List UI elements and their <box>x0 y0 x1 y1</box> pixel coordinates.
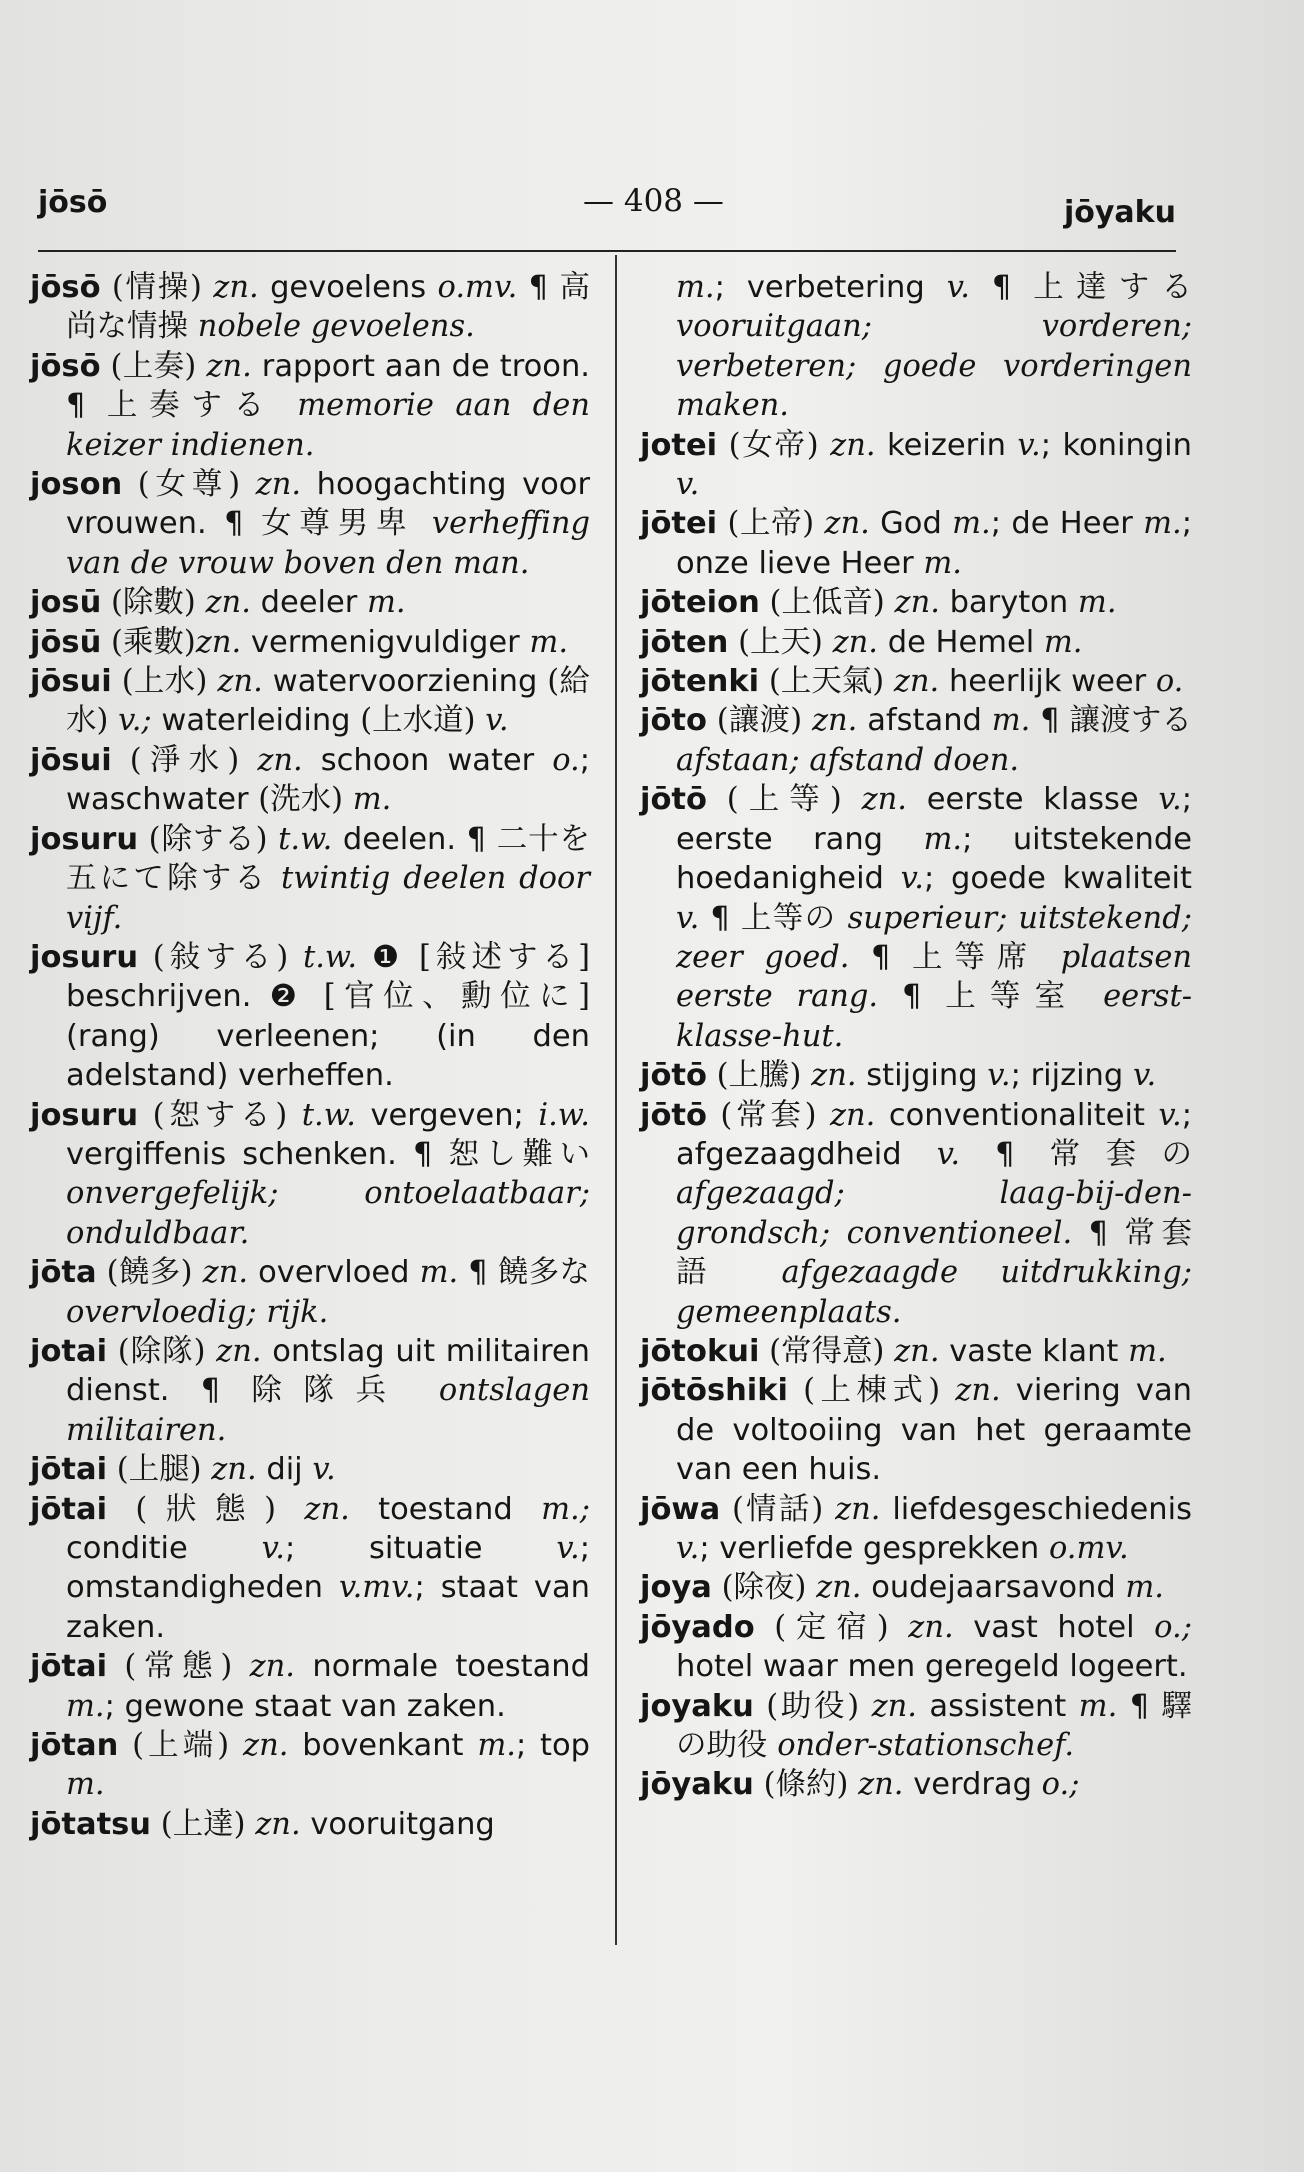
entry-grammar-label: zn. <box>206 348 252 384</box>
entry-headword: josuru <box>30 821 139 857</box>
entry-definition: normale toestand <box>295 1649 590 1685</box>
entry-headword: jōtatsu <box>30 1806 152 1842</box>
entry-grammar-label: v. <box>1158 782 1182 818</box>
entry-grammar-label: zn. <box>908 1609 954 1645</box>
entry-grammar-label: zn. <box>861 782 907 818</box>
entry-definition: oudejaarsavond <box>861 1570 1126 1606</box>
entry-kanji: (洗水) <box>258 782 353 818</box>
entry-headword: jōtōshiki <box>640 1373 789 1409</box>
entry-definition: ¶ <box>849 939 913 975</box>
entry-grammar-label: zn. <box>216 1333 262 1369</box>
entry-example: eerst-klasse-hut. <box>676 979 1193 1054</box>
entry-definition: ❶ <box>357 939 419 975</box>
entry-definition: deeler <box>250 585 367 621</box>
entry-grammar-label: v. <box>312 1452 336 1488</box>
entry-definition: afstand <box>857 703 992 739</box>
entry-grammar-label: m. <box>1077 585 1117 621</box>
entry-headword: jōta <box>30 1255 97 1291</box>
dictionary-entry <box>640 504 1192 583</box>
entry-definition: ; rijzing <box>1010 1058 1133 1094</box>
dictionary-entry <box>640 583 1192 622</box>
dictionary-entry <box>640 780 1192 1056</box>
entry-grammar-label: zn. <box>858 1767 904 1803</box>
entry-grammar-label: o.; <box>1041 1767 1080 1803</box>
entry-definition: ; waschwater <box>66 742 590 818</box>
entry-kanji: (除隊) <box>107 1333 217 1369</box>
entry-kanji: (除數) <box>101 585 206 621</box>
entry-kanji: (上腿) <box>107 1452 212 1488</box>
dictionary-entry <box>30 1096 590 1254</box>
entry-definition: dij <box>256 1452 313 1488</box>
entry-grammar-label: o.mv. <box>1048 1531 1129 1566</box>
entry-definition: beschrijven. ❷ <box>66 979 324 1015</box>
entry-grammar-label: v.mv. <box>338 1570 415 1606</box>
entry-kanji: 饒多な <box>497 1255 591 1291</box>
entry-kanji: (狀態) <box>107 1491 305 1527</box>
entry-headword: jotei <box>640 427 718 463</box>
entry-grammar-label: o. <box>1155 664 1184 700</box>
dictionary-entry <box>640 1056 1192 1095</box>
entry-definition: (rang) verleenen; (in den adelstand) verheffen. <box>66 1018 590 1094</box>
entry-definition: de Hemel <box>878 624 1044 660</box>
entry-example: afstaan; afstand doen. <box>676 742 1020 778</box>
entry-example: superieur; uitstekend; zeer goed. <box>676 900 1193 975</box>
entry-kanji: [官位、勳位に] <box>323 979 590 1015</box>
entry-kanji: (上水道) <box>360 703 486 739</box>
entry-grammar-label: v. <box>676 467 700 503</box>
entry-definition: ; de Heer <box>990 506 1144 542</box>
entry-definition: ¶ <box>699 900 741 936</box>
entry-definition: bovenkant <box>288 1728 478 1764</box>
entry-kanji: [敍述する] <box>418 939 590 975</box>
entry-grammar-label: m. <box>66 1688 105 1724</box>
entry-definition: liefdesgeschiedenis <box>880 1491 1192 1527</box>
entry-definition: God <box>869 506 953 542</box>
entry-headword: jōto <box>640 703 707 739</box>
entry-kanji: 上奏する <box>106 388 276 424</box>
entry-definition: ontslag uit militairen dienst. ¶ <box>66 1333 590 1409</box>
entry-grammar-label: m. <box>923 545 963 581</box>
entry-grammar-label: m. <box>66 1767 105 1803</box>
dictionary-entry <box>30 268 590 347</box>
entry-headword: jōsō <box>30 270 101 305</box>
entry-definition: hotel waar men geregeld logeert. <box>676 1649 1188 1685</box>
entry-kanji: (常態) <box>107 1649 250 1685</box>
entry-definition: vast hotel <box>953 1609 1155 1645</box>
entry-headword: jōtokui <box>640 1333 760 1369</box>
entry-definition: rapport aan de troon. ¶ <box>66 348 590 424</box>
entry-headword: jōtai <box>30 1491 108 1527</box>
entry-kanji: 除隊兵 <box>251 1373 408 1409</box>
entry-example: vooruitgaan; vorderen; verbeteren; goede vorderingen maken. <box>676 309 1192 424</box>
entry-kanji: 上等の <box>740 900 837 936</box>
entry-grammar-label: zn. <box>835 1491 881 1527</box>
entry-kanji: (情操) <box>100 270 214 305</box>
entry-grammar-label: o. <box>552 742 580 778</box>
entry-headword: jōtei <box>640 506 718 542</box>
entry-definition: ¶ <box>517 270 560 305</box>
entry-grammar-label: v. <box>556 1531 580 1566</box>
entry-grammar-label: zn. <box>811 1058 857 1094</box>
entry-definition: ¶ <box>458 1255 498 1291</box>
entry-grammar-label: m. <box>352 782 392 818</box>
entry-kanji: (條約) <box>753 1767 859 1803</box>
dictionary-entry <box>30 1726 590 1805</box>
entry-grammar-label: zn. <box>255 467 302 503</box>
dictionary-entry <box>30 820 590 938</box>
entry-definition: ; uitstekende hoedanigheid <box>676 821 1192 897</box>
entry-definition: vergiffenis schenken. ¶ <box>66 1136 449 1172</box>
entry-grammar-label: t.w. <box>302 939 358 975</box>
entry-headword: jōtō <box>640 782 707 818</box>
entry-grammar-label: zn. <box>195 624 242 660</box>
entry-definition: keizerin <box>875 427 1018 463</box>
entry-kanji: 讓渡する <box>1069 703 1192 739</box>
entry-kanji: 常套の <box>1049 1136 1193 1172</box>
entry-definition: schoon water <box>302 742 553 778</box>
entry-kanji: (情話) <box>720 1491 836 1527</box>
left-running-head: jōsō <box>38 185 108 220</box>
entry-grammar-label: zn. <box>816 1570 862 1606</box>
entry-definition: ¶ <box>1072 1215 1125 1251</box>
entry-definition: hoogachting voor vrouwen. ¶ <box>66 467 590 542</box>
entry-grammar-label: zn. <box>955 1373 1001 1409</box>
entry-grammar-label: m. <box>366 585 406 621</box>
entry-grammar-label: o.; <box>1154 1609 1192 1645</box>
entry-grammar-label: zn. <box>832 624 879 660</box>
entry-grammar-label: t.w. <box>301 1097 356 1133</box>
entry-continuation <box>640 268 1192 426</box>
entry-kanji: (上天) <box>728 624 833 660</box>
entry-kanji: (上等) <box>706 782 862 818</box>
entry-headword: josū <box>30 585 102 621</box>
entry-headword: joson <box>30 467 123 503</box>
entry-kanji: (助役) <box>753 1688 872 1724</box>
entry-definition: ; eerste rang <box>676 782 1192 857</box>
entry-grammar-label: zn. <box>255 1806 301 1842</box>
entry-kanji: (敍する) <box>138 939 303 975</box>
entry-grammar-label: m. <box>477 1728 516 1764</box>
entry-kanji: (除夜) <box>711 1570 817 1606</box>
entry-grammar-label: v. <box>936 1136 961 1172</box>
dictionary-entry <box>640 662 1192 701</box>
entry-grammar-label: v. <box>1132 1058 1157 1094</box>
entry-headword: jōyado <box>640 1609 755 1645</box>
entry-kanji: (上水) <box>111 664 218 700</box>
dictionary-entry <box>30 623 590 662</box>
dictionary-entry <box>30 1450 590 1489</box>
dictionary-entry <box>640 1765 1192 1804</box>
entry-definition: ; gewone staat van zaken. <box>104 1688 506 1724</box>
entry-definition: vaste klant <box>939 1333 1129 1369</box>
entry-definition: ¶ <box>960 1136 1050 1172</box>
entry-grammar-label: m. <box>952 506 991 542</box>
entry-definition: deelen. ¶ <box>332 821 497 857</box>
column-divider <box>615 255 617 1945</box>
entry-grammar-label: zn. <box>205 585 251 621</box>
entry-definition: ¶ <box>970 270 1034 305</box>
entry-grammar-label: m. <box>1125 1570 1165 1606</box>
entry-definition: ; situatie <box>284 1531 557 1566</box>
entry-kanji: 上等席 <box>912 939 1040 975</box>
entry-definition: ; afgezaagdheid <box>676 1097 1192 1172</box>
entry-kanji: 二十を五にて除する <box>66 821 590 897</box>
dictionary-entry <box>30 347 590 465</box>
entry-definition: ; verliefde gesprekken <box>699 1531 1049 1566</box>
dictionary-entry <box>30 1332 590 1450</box>
entry-example: onder-stationschef. <box>767 1728 1075 1764</box>
entry-headword: jōtai <box>30 1452 108 1488</box>
entry-example: ontslagen militairen. <box>66 1373 590 1448</box>
entry-grammar-label: zn. <box>829 1097 876 1133</box>
page-number: — 408 — <box>583 183 724 219</box>
entry-headword: josuru <box>30 939 139 975</box>
entry-kanji: (女尊) <box>122 467 256 503</box>
entry-grammar-label: m. <box>1143 506 1182 542</box>
dictionary-entry <box>640 1608 1192 1687</box>
dictionary-entry <box>640 623 1192 662</box>
entry-definition: ; staat van zaken. <box>66 1570 590 1645</box>
entry-grammar-label: zn. <box>811 703 858 739</box>
dictionary-entry <box>30 583 590 622</box>
entry-kanji: (饒多) <box>96 1255 203 1291</box>
entry-headword: jōsō <box>30 348 101 384</box>
entry-grammar-label: m. <box>419 1255 459 1291</box>
entry-example: twintig deelen door vijf. <box>66 861 590 936</box>
entry-grammar-label: v. <box>1158 1097 1182 1133</box>
entry-grammar-label: v. <box>676 1531 700 1566</box>
entry-kanji: (上帝) <box>717 506 825 542</box>
entry-example: verheffing van de vrouw boven den man. <box>66 506 590 581</box>
entry-grammar-label: zn. <box>871 1688 918 1724</box>
entry-headword: jotai <box>30 1333 108 1369</box>
entry-grammar-label: m. <box>991 703 1031 739</box>
dictionary-entry <box>640 426 1192 505</box>
entry-kanji: (上端) <box>118 1728 244 1764</box>
dictionary-entry <box>30 1805 590 1844</box>
entry-grammar-label: v. <box>261 1531 285 1566</box>
entry-headword: joyaku <box>640 1688 754 1724</box>
entry-headword: jōyaku <box>640 1767 754 1803</box>
entry-grammar-label: zn. <box>824 506 870 542</box>
entry-definition: heerlijk weer <box>939 664 1156 700</box>
entry-definition: conventionaliteit <box>875 1097 1159 1133</box>
entry-kanji: 高尚な情操 <box>66 270 590 345</box>
right-column <box>640 268 1192 1805</box>
entry-definition: ; koningin <box>1040 427 1192 463</box>
dictionary-entry <box>640 1096 1192 1332</box>
entry-definition: verdrag <box>903 1767 1042 1803</box>
header-rule <box>38 250 1176 252</box>
entry-example: onvergefelijk; ontoelaatbaar; onduldbaar. <box>66 1176 590 1251</box>
entry-grammar-label: v. <box>987 1058 1011 1094</box>
entry-definition: ¶ <box>1030 703 1070 739</box>
entry-definition: conditie <box>66 1531 262 1566</box>
entry-kanji: (淨水) <box>111 742 258 778</box>
entry-grammar-label: m. <box>676 270 715 305</box>
entry-grammar-label: m. <box>1078 1688 1118 1724</box>
dictionary-entry <box>640 1490 1192 1569</box>
entry-kanji: (常得意) <box>759 1333 895 1369</box>
entry-kanji: (恕する) <box>138 1097 302 1133</box>
entry-grammar-label: m. <box>1128 1333 1167 1369</box>
dictionary-entry <box>640 1568 1192 1607</box>
entry-example: nobele gevoelens. <box>188 309 475 345</box>
entry-kanji: (上奏) <box>100 348 207 384</box>
entry-kanji: (讓渡) <box>706 703 812 739</box>
entry-grammar-label: v. <box>1017 427 1041 463</box>
entry-grammar-label: zn. <box>202 1255 249 1291</box>
entry-definition: baryton <box>939 585 1078 621</box>
entry-grammar-label: zn. <box>211 1452 257 1488</box>
entry-definition: overvloed <box>248 1255 420 1291</box>
entry-grammar-label: v. <box>946 270 970 305</box>
dictionary-entry <box>30 938 590 1096</box>
entry-example: afgezaagde uitdrukking; gemeenplaats. <box>676 1255 1192 1330</box>
entry-grammar-label: zn. <box>257 742 303 778</box>
entry-definition: ; verbetering <box>714 270 947 305</box>
entry-grammar-label: o.mv. <box>437 270 518 305</box>
entry-kanji: (常套) <box>706 1097 830 1133</box>
dictionary-entry <box>640 1332 1192 1371</box>
entry-headword: jōten <box>640 624 729 660</box>
entry-example: plaatsen eerste rang. <box>676 939 1193 1015</box>
right-running-head: jōyaku <box>1063 195 1176 230</box>
entry-kanji: (上低音) <box>759 585 895 621</box>
entry-grammar-label: zn. <box>243 1728 289 1764</box>
entry-headword: jōtō <box>640 1097 707 1133</box>
entry-kanji: (上天氣) <box>759 664 894 700</box>
entry-definition: ; onze lieve Heer <box>676 506 1192 581</box>
entry-kanji: 上達する <box>1033 270 1193 305</box>
dictionary-entry <box>30 465 590 583</box>
entry-definition: waterleiding <box>151 703 361 739</box>
entry-definition: watervoorziening <box>262 664 548 700</box>
entry-definition: gevoelens <box>258 270 438 305</box>
dictionary-entry <box>640 701 1192 780</box>
entry-headword: jōtenki <box>640 664 760 700</box>
entry-kanji: (上棟式) <box>788 1373 956 1409</box>
entry-grammar-label: zn. <box>213 270 259 305</box>
dictionary-entry <box>30 1490 590 1648</box>
entry-grammar-label: v. <box>900 861 924 897</box>
dictionary-entry <box>640 1687 1192 1766</box>
page-header <box>38 185 1176 235</box>
entry-example: afgezaagd; laag-bij-den-grondsch; conventioneel. <box>676 1176 1192 1251</box>
entry-kanji: 常套語 <box>676 1215 1193 1291</box>
entry-grammar-label: v. <box>676 900 700 936</box>
entry-definition: vergeven; <box>355 1097 539 1133</box>
entry-headword: josuru <box>30 1097 139 1133</box>
entry-grammar-label: m.; <box>541 1491 590 1527</box>
entry-definition: ; goede kwaliteit <box>923 861 1192 897</box>
entry-definition: ¶ <box>878 979 946 1015</box>
entry-grammar-label: i.w. <box>538 1097 590 1133</box>
entry-headword: jōtai <box>30 1649 108 1685</box>
entry-headword: jōsui <box>30 664 112 700</box>
entry-headword: jōteion <box>640 585 760 621</box>
entry-kanji: (女帝) <box>717 427 831 463</box>
entry-grammar-label: v. <box>485 703 509 739</box>
entry-grammar-label: t.w. <box>278 821 333 857</box>
entry-definition: toestand <box>349 1491 542 1527</box>
entry-grammar-label: m. <box>1043 624 1083 660</box>
entry-definition: vooruitgang <box>300 1806 495 1842</box>
entry-example: memorie aan den keizer indienen. <box>66 388 590 463</box>
dictionary-entry <box>30 1647 590 1726</box>
entry-definition: stijging <box>856 1058 988 1094</box>
entry-grammar-label: m. <box>923 821 963 857</box>
entry-definition: assistent <box>917 1688 1079 1724</box>
dictionary-entry <box>30 741 590 820</box>
entry-definition: ; top <box>515 1728 590 1764</box>
entry-definition: ; omstandigheden <box>66 1531 590 1606</box>
entry-kanji: 恕し難い <box>448 1136 590 1172</box>
entry-kanji: (給水) <box>66 664 590 739</box>
left-column <box>30 268 590 1844</box>
entry-headword: jōtō <box>640 1058 707 1094</box>
entry-definition: eerste klasse <box>907 782 1159 818</box>
entry-headword: jōwa <box>640 1491 721 1527</box>
entry-grammar-label: m. <box>529 624 569 660</box>
entry-grammar-label: zn. <box>249 1649 296 1685</box>
entry-definition: vermenigvuldiger <box>241 624 530 660</box>
entry-headword: joya <box>640 1570 712 1606</box>
entry-grammar-label: zn. <box>894 585 940 621</box>
entry-headword: jōsū <box>30 624 102 660</box>
entry-grammar-label: zn. <box>894 1333 940 1369</box>
dictionary-entry <box>640 1371 1192 1489</box>
entry-kanji: (除する) <box>138 821 279 857</box>
entry-grammar-label: zn. <box>830 427 876 463</box>
dictionary-entry <box>30 662 590 741</box>
entry-kanji: (定宿) <box>754 1609 909 1645</box>
entry-kanji: (上達) <box>151 1806 256 1842</box>
entry-example: overvloedig; rijk. <box>66 1294 329 1330</box>
entry-headword: jōsui <box>30 742 112 778</box>
entry-headword: jōtan <box>30 1728 119 1764</box>
entry-grammar-label: zn. <box>217 664 263 700</box>
entry-kanji: 驛の助役 <box>676 1688 1192 1764</box>
entry-definition: ¶ <box>1117 1688 1162 1724</box>
entry-definition: viering van de voltooiing van het geraamte van een huis. <box>676 1373 1192 1488</box>
entry-grammar-label: v.; <box>118 703 152 739</box>
entry-grammar-label: zn. <box>304 1491 350 1527</box>
entry-kanji: (乘數) <box>101 624 196 660</box>
entry-grammar-label: zn. <box>893 664 940 700</box>
entry-kanji: 女尊男卑 <box>261 506 415 542</box>
entry-kanji: (上騰) <box>706 1058 812 1094</box>
dictionary-entry <box>30 1253 590 1332</box>
entry-kanji: 上等室 <box>945 979 1080 1015</box>
